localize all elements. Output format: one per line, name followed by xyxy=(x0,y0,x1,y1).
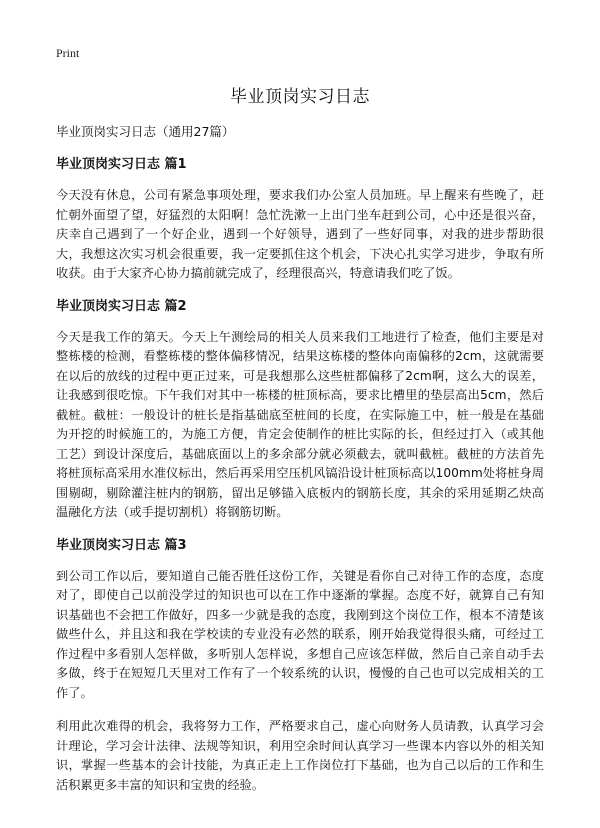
document-subtitle: 毕业顶岗实习日志（通用27篇） xyxy=(56,124,235,139)
section-paragraph: 今天没有休息，公司有紧急事项处理，要求我们办公室人员加班。早上醒来有些晚了，赶忙朝外面望了望，好猛烈的太阳啊！急忙洗漱一上出门坐车赶到公司，心中还是很兴奋，庆幸自己遇到了一个好企业，遇到一个好领导，遇到了一些好同事，对我的进步帮助很大，我想这次实习机会很重要，我一定要抓住这个机会，下决心扎实学习进步，争取有所收获。由于大家齐心协力搞前就完成了，经理很高兴，特意请我们吃了饭。 xyxy=(56,188,544,280)
section-paragraph: 到公司工作以后，要知道自己能否胜任这份工作，关键是看你自己对待工作的态度，态度对了，即使自己以前没学过的知识也可以在工作中逐渐的掌握。态度不好，就算自己有知识基础也不会把工作做好，四多一少就是我的态度，我刚到这个岗位工作，根本不清楚该做些什么，并且这和我在学校读的专业没有必然的联系，刚开始我觉得很头痛，可经过工作过程中多看别人怎样做，多听别人怎样说，多想自己应该怎样做，然后自己亲自动手去多做，终于在短短几天里对工作有了一个较系统的认识，慢慢的自己也可以完成相关的工作了。 xyxy=(56,568,544,700)
section-1 xyxy=(56,156,544,284)
section-heading: 毕业顶岗实习日志 篇2 xyxy=(56,298,187,314)
section-paragraph: 今天是我工作的第天。今天上午测绘局的相关人员来我们工地进行了检查，他们主要是对整栋楼的检测，看整栋楼的整体偏移情况，结果这栋楼的整体向南偏移的2cm，这就需要在以后的放线的过程中更正过来，可是我想那么这些桩都偏移了2cm啊，这么大的误差，让我感到很吃惊。下午我们对其中一栋楼的桩顶标高，要求比槽里的垫层高出5cm，然后截桩。截桩：一般设计的桩长是指基础底至桩间的长度，在实际施工中，桩一般是在基础为开挖的时候施工的，为施工方便，肯定会使制作的桩比实际的长，但经过打入（或其他工艺）到设计深度后，基础底面以上的多余部分就必须截去，就叫截桩。截桩的方法首先将桩顶标高采用水准仪标出，然后再采用空压机风镐沿设计桩顶标高以100mm处将桩身周围剔砌，剔除灌注桩内的钢筋，留出足够锚入底板内的钢筋长度，其余的采用延期乙炔高温融化方法（或手提切割机）将钢筋切断。 xyxy=(56,329,544,519)
section-heading: 毕业顶岗实习日志 篇3 xyxy=(56,537,187,553)
document-title: 毕业顶岗实习日志 xyxy=(230,87,370,107)
section-paragraph: 利用此次难得的机会，我将努力工作，严格要求自己，虚心向财务人员请教，认真学习会计理论，学习会计法律、法规等知识，利用空余时间认真学习一些课本内容以外的相关知识，掌握一些基本的会计技能，为真正走上工作岗位打下基础，也为自己以后的工作和生活积累更多丰富的知识和宝贵的经验。 xyxy=(56,719,544,792)
section-2 xyxy=(56,298,544,523)
section-3 xyxy=(56,537,544,796)
section-heading: 毕业顶岗实习日志 篇1 xyxy=(56,157,187,172)
print-label: Print xyxy=(56,46,80,60)
